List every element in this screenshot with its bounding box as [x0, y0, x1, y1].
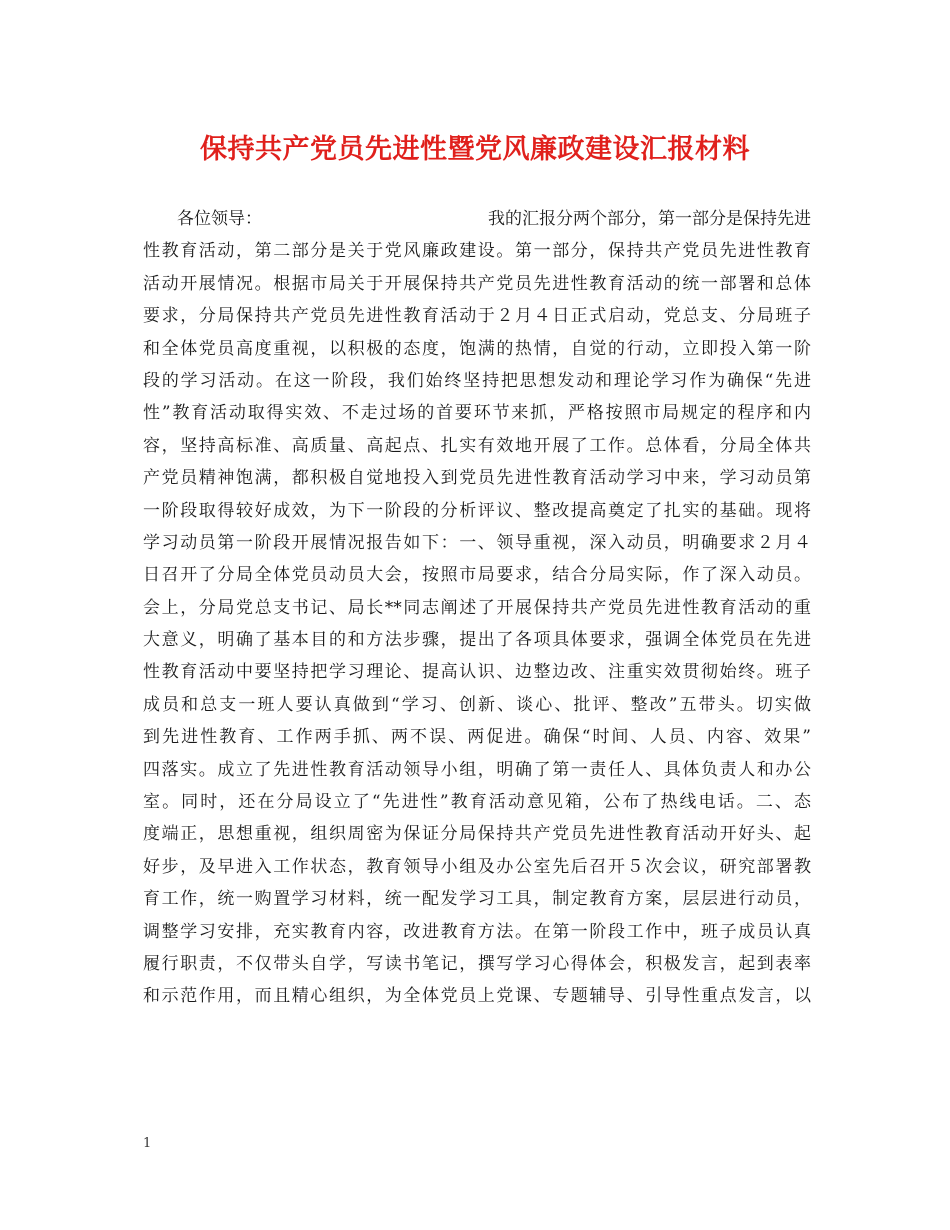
text-line: 成员和总支一班人要认真做到“学习、创新、谈心、批评、整改”五带头。切实做 — [143, 694, 811, 715]
text-line: 性教育活动，第二部分是关于党风廉政建设。第一部分，保持共产党员先进性教育 — [143, 241, 811, 262]
text-line: 室。同时，还在分局设立了“先进性”教育活动意见箱，公布了热线电话。二、态 — [143, 792, 811, 813]
text-line: 调整学习安排，充实教育内容，改进教育方法。在第一阶段工作中，班子成员认真 — [143, 921, 811, 942]
text-line: 产党员精神饱满，都积极自觉地投入到党员先进性教育活动学习中来，学习动员第 — [143, 468, 811, 489]
text-line: 活动开展情况。根据市局关于开展保持共产党员先进性教育活动的统一部署和总体 — [143, 273, 811, 294]
salutation: 各位领导： — [177, 209, 262, 229]
text-line: 和示范作用，而且精心组织，为全体党员上党课、专题辅导、引导性重点发言，以 — [143, 986, 811, 1007]
text-line: 和全体党员高度重视，以积极的态度，饱满的热情，自觉的行动，立即投入第一阶 — [143, 338, 811, 359]
text-line: 育工作，统一购置学习材料，统一配发学习工具，制定教育方案，层层进行动员， — [143, 889, 811, 910]
document-title: 保持共产党员先进性暨党风廉政建设汇报材料 — [200, 134, 750, 165]
text-line: 性教育活动中要坚持把学习理论、提高认识、边整边改、注重实效贯彻始终。班子 — [143, 662, 811, 683]
text-line: 度端正，思想重视，组织周密为保证分局保持共产党员先进性教育活动开好头、起 — [143, 824, 811, 845]
paragraph-lines — [143, 235, 811, 1012]
document-body — [143, 203, 811, 1013]
page-number: 1 — [143, 1136, 152, 1151]
text-line: 要求，分局保持共产党员先进性教育活动于２月４日正式启动，党总支、分局班子 — [143, 306, 811, 327]
text-line: 四落实。成立了先进性教育活动领导小组，明确了第一责任人、具体负责人和办公 — [143, 759, 811, 780]
text-line: 学习动员第一阶段开展情况报告如下：一、领导重视，深入动员，明确要求２月４ — [143, 532, 811, 553]
text-line: 容，坚持高标准、高质量、高起点、扎实有效地开展了工作。总体看，分局全体共 — [143, 435, 811, 456]
text-line: 段的学习活动。在这一阶段，我们始终坚持把思想发动和理论学习作为确保“先进 — [143, 370, 811, 391]
text-line: 性”教育活动取得实效、不走过场的首要环节来抓，严格按照市局规定的程序和内 — [143, 403, 811, 424]
paragraph-lead: 我的汇报分两个部分，第一部分是保持先进 — [488, 209, 811, 229]
text-line: 好步，及早进入工作状态，教育领导小组及办公室先后召开５次会议，研究部署教 — [143, 856, 811, 877]
text-line: 大意义，明确了基本目的和方法步骤，提出了各项具体要求，强调全体党员在先进 — [143, 630, 811, 651]
text-line: 一阶段取得较好成效，为下一阶段的分析评议、整改提高奠定了扎实的基础。现将 — [143, 500, 811, 521]
text-line: 履行职责，不仅带头自学，写读书笔记，撰写学习心得体会，积极发言，起到表率 — [143, 953, 811, 974]
text-line: 日召开了分局全体党员动员大会，按照市局要求，结合分局实际，作了深入动员。 — [143, 565, 811, 586]
text-line: 到先进性教育、工作两手抓、两不误、两促进。确保“时间、人员、内容、效果” — [143, 727, 811, 748]
text-line: 会上，分局党总支书记、局长**同志阐述了开展保持共产党员先进性教育活动的重 — [143, 597, 811, 618]
first-line — [143, 203, 811, 235]
